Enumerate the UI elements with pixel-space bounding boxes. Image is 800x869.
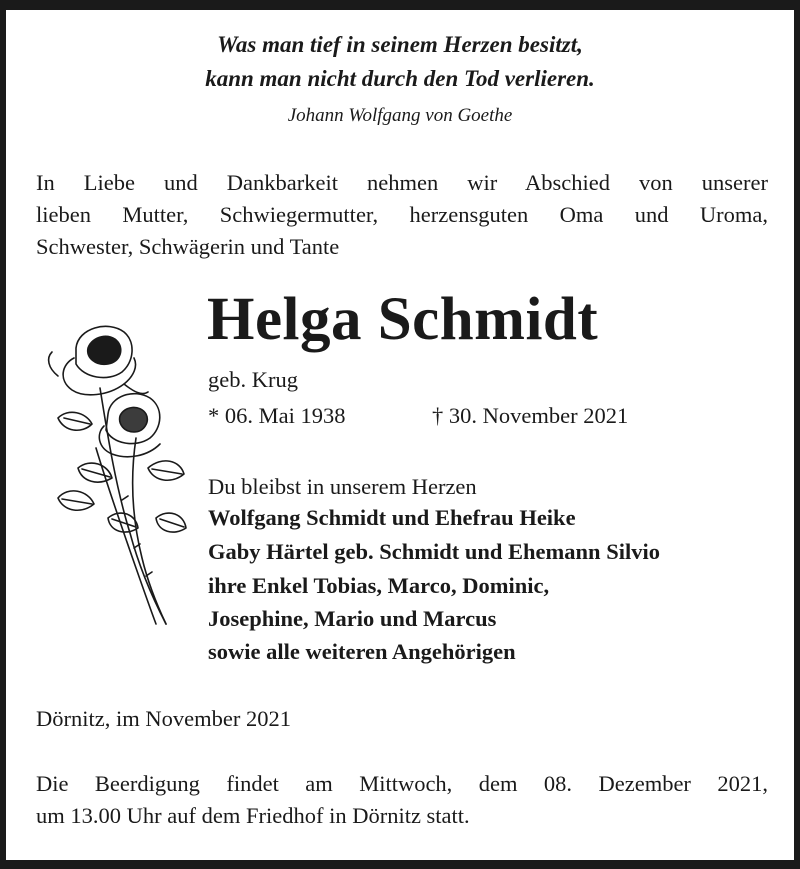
mourner-line: Josephine, Mario und Marcus [208, 606, 497, 631]
place-date: Dörnitz, im November 2021 [36, 706, 291, 731]
quote-author: Johann Wolfgang von Goethe [287, 105, 513, 126]
quote-line-1: Was man tief in seinem Herzen besitzt, [217, 32, 583, 57]
mourner-line: sowie alle weiteren Angehörigen [208, 639, 516, 664]
funeral-line-2: um 13.00 Uhr auf dem Friedhof in Dörnitz statt. [36, 803, 470, 828]
rose-icon [38, 318, 190, 633]
mourners-heading: Du bleibst in unserem Herzen [208, 474, 477, 499]
deceased-name: Helga Schmidt [207, 286, 599, 353]
quote-line-2: kann man nicht durch den Tod verlieren. [205, 66, 595, 91]
mourner-line: Gaby Härtel geb. Schmidt und Ehemann Silvio [208, 539, 660, 564]
death-date: † 30. November 2021 [432, 403, 629, 428]
intro-line-2: lieben Mutter, Schwiegermutter, herzensguten Oma und Uroma, [36, 202, 768, 227]
mourner-line: ihre Enkel Tobias, Marco, Dominic, [208, 573, 550, 598]
intro-line-3: Schwester, Schwägerin und Tante [36, 234, 340, 259]
maiden-name: geb. Krug [208, 367, 298, 392]
intro-line-1: In Liebe und Dankbarkeit nehmen wir Abschied von unserer [36, 170, 768, 195]
mourner-line: Wolfgang Schmidt und Ehefrau Heike [208, 505, 576, 530]
birth-date: * 06. Mai 1938 [208, 403, 346, 428]
funeral-line-1: Die Beerdigung findet am Mittwoch, dem 08. Dezember 2021, [36, 771, 768, 796]
